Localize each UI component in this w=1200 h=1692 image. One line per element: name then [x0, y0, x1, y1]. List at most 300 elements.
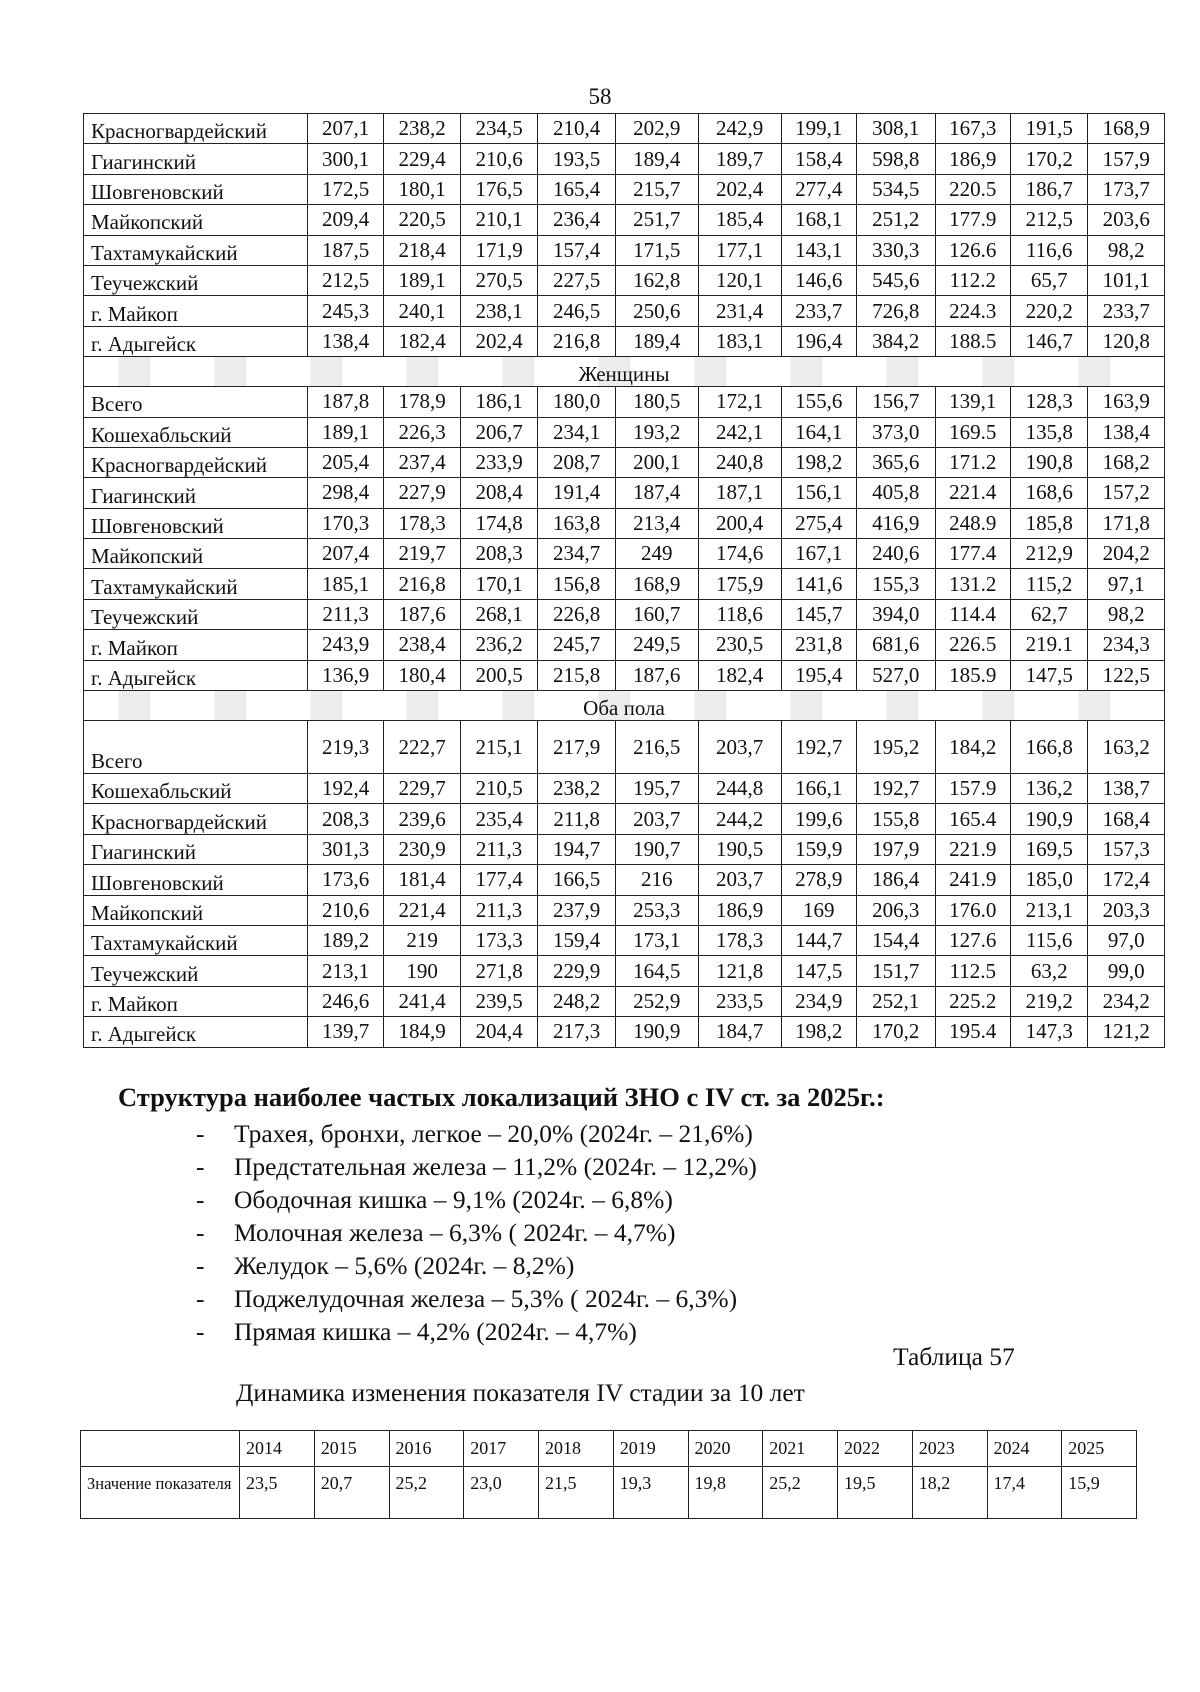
table-cell: 186,1 — [460, 387, 538, 417]
list-item-text: Поджелудочная железа – 5,3% ( 2024г. – 6,3%) — [234, 1284, 738, 1313]
table-cell: 159,9 — [781, 834, 856, 864]
table-cell: 169 — [781, 895, 856, 925]
table-cell: 195,4 — [781, 660, 856, 690]
year-header: 2018 — [539, 1431, 614, 1467]
table-cell: 177,1 — [698, 235, 781, 265]
table-row — [84, 721, 1165, 774]
table-cell: 308,1 — [856, 114, 935, 144]
table-cell: 242,9 — [698, 114, 781, 144]
table-row — [84, 804, 1165, 834]
table-cell: 193,2 — [615, 417, 698, 447]
table-cell: 189,4 — [615, 326, 698, 356]
table-cell: 138,7 — [1088, 774, 1165, 804]
list-dash: - — [196, 1284, 205, 1313]
table-row — [84, 660, 1165, 690]
table-cell: 226,3 — [384, 417, 460, 447]
list-item — [196, 1150, 757, 1183]
table-cell: 101,1 — [1088, 265, 1165, 295]
table-cell: 227,9 — [384, 478, 460, 508]
table-cell: 186,7 — [1010, 174, 1088, 204]
table-cell: 300,1 — [307, 144, 383, 174]
table-cell: 220.5 — [935, 174, 1010, 204]
table-cell: 171.2 — [935, 447, 1010, 477]
list-item-text: Прямая кишка – 4,2% (2024г. – 4,7%) — [234, 1317, 637, 1346]
table-cell: 187,6 — [615, 660, 698, 690]
table-cell: 178,3 — [384, 508, 460, 538]
table-cell: 235,4 — [460, 804, 538, 834]
table-cell: 203,7 — [698, 721, 781, 774]
table-cell: 147,5 — [1010, 660, 1088, 690]
table-cell: 238,1 — [460, 296, 538, 326]
table-cell: 180,1 — [384, 174, 460, 204]
table-cell: 170,2 — [856, 1017, 935, 1047]
table-cell: 191,4 — [538, 478, 616, 508]
table-cell: 177.9 — [935, 205, 1010, 235]
table-cell: 172,1 — [698, 387, 781, 417]
table-cell: 172,5 — [307, 174, 383, 204]
table-cell: 159,4 — [538, 925, 616, 955]
table-cell: 365,6 — [856, 447, 935, 477]
table-row — [84, 447, 1165, 477]
table-cell: 171,9 — [460, 235, 538, 265]
table-cell: 192,4 — [307, 774, 383, 804]
table-cell: 189,4 — [615, 144, 698, 174]
table-cell: 25,2 — [763, 1467, 838, 1519]
table-cell: 170,2 — [1010, 144, 1088, 174]
table-cell: 156,1 — [781, 478, 856, 508]
table-cell: 233,5 — [698, 986, 781, 1016]
page-number: 58 — [588, 84, 612, 109]
table-cell: 233,7 — [781, 296, 856, 326]
table-cell: 187,6 — [384, 599, 460, 629]
table-cell: 416,9 — [856, 508, 935, 538]
table-row — [84, 205, 1165, 235]
table-cell: 245,3 — [307, 296, 383, 326]
table-cell: 277,4 — [781, 174, 856, 204]
table-cell: 234,3 — [1088, 630, 1165, 660]
table-cell: 219,2 — [1010, 986, 1088, 1016]
table-cell: 227,5 — [538, 265, 616, 295]
table-cell: 17,4 — [987, 1467, 1062, 1519]
year-header: 2014 — [240, 1431, 315, 1467]
table-cell: 213,1 — [307, 956, 383, 986]
table-cell: 202,9 — [615, 114, 698, 144]
table-cell: 534,5 — [856, 174, 935, 204]
table-cell: 19,3 — [613, 1467, 688, 1519]
list-dash: - — [196, 1317, 205, 1346]
table-row — [84, 774, 1165, 804]
table-cell: 226.5 — [935, 630, 1010, 660]
table-cell: 176.0 — [935, 895, 1010, 925]
table-cell: 237,9 — [538, 895, 616, 925]
table-cell: 204,2 — [1088, 539, 1165, 569]
table-cell: 185,0 — [1010, 865, 1088, 895]
table-cell: 253,3 — [615, 895, 698, 925]
district-name: Теучежский — [84, 265, 308, 295]
table-cell: 208,3 — [307, 804, 383, 834]
table-cell: 115,2 — [1010, 569, 1088, 599]
table-cell: 216,8 — [538, 326, 616, 356]
table-cell: 249 — [615, 539, 698, 569]
table-cell: 238,4 — [384, 630, 460, 660]
table-cell: 63,2 — [1010, 956, 1088, 986]
table-row — [84, 144, 1165, 174]
table-cell: 173,6 — [307, 865, 383, 895]
table-cell: 168,4 — [1088, 804, 1165, 834]
table-cell: 138,4 — [307, 326, 383, 356]
table-number-label: Таблица 57 — [893, 1342, 1015, 1371]
table-cell: 167,1 — [781, 539, 856, 569]
district-name: г. Адыгейск — [84, 326, 308, 356]
table-cell: 170,3 — [307, 508, 383, 538]
table-row — [84, 925, 1165, 955]
table-cell: 275,4 — [781, 508, 856, 538]
table-cell: 99,0 — [1088, 956, 1165, 986]
table-cell: 118,6 — [698, 599, 781, 629]
year-header: 2023 — [912, 1431, 987, 1467]
table-cell: 157,2 — [1088, 478, 1165, 508]
table-cell: 177.4 — [935, 539, 1010, 569]
table-cell: 180,5 — [615, 387, 698, 417]
table-cell: 240,1 — [384, 296, 460, 326]
table-cell: 155,3 — [856, 569, 935, 599]
district-name: Гиагинский — [84, 834, 308, 864]
table-cell: 233,9 — [460, 447, 538, 477]
table-cell: 171,5 — [615, 235, 698, 265]
table-cell: 173,3 — [460, 925, 538, 955]
district-name: г. Адыгейск — [84, 660, 308, 690]
table-cell: 249,5 — [615, 630, 698, 660]
table-cell: 20,7 — [314, 1467, 389, 1519]
table-cell: 234,5 — [460, 114, 538, 144]
table-cell: 245,7 — [538, 630, 616, 660]
table-row — [84, 174, 1165, 204]
table-cell: 185.9 — [935, 660, 1010, 690]
table-cell: 170,1 — [460, 569, 538, 599]
table-cell: 384,2 — [856, 326, 935, 356]
table-cell: 210,6 — [460, 144, 538, 174]
table-cell: 271,8 — [460, 956, 538, 986]
table-cell: 219,3 — [307, 721, 383, 774]
district-name: Шовгеновский — [84, 508, 308, 538]
table-cell: 236,2 — [460, 630, 538, 660]
table-cell: 184,9 — [384, 1017, 460, 1047]
table-cell: 97,0 — [1088, 925, 1165, 955]
table-cell: 183,1 — [698, 326, 781, 356]
table-cell: 190 — [384, 956, 460, 986]
table-cell: 298,4 — [307, 478, 383, 508]
table-cell: 157,9 — [1088, 144, 1165, 174]
table-cell: 234,7 — [538, 539, 616, 569]
table-cell: 168,2 — [1088, 447, 1165, 477]
table-cell: 225.2 — [935, 986, 1010, 1016]
district-name: г. Адыгейск — [84, 1017, 308, 1047]
table-cell: 122,5 — [1088, 660, 1165, 690]
table-cell: 168,9 — [615, 569, 698, 599]
table-cell: 242,1 — [698, 417, 781, 447]
table-cell: 195,2 — [856, 721, 935, 774]
table-cell: 127.6 — [935, 925, 1010, 955]
district-name: Тахтамукайский — [84, 569, 308, 599]
table-cell: 239,6 — [384, 804, 460, 834]
table-cell: 147,5 — [781, 956, 856, 986]
table-cell: 212,9 — [1010, 539, 1088, 569]
table-cell: 190,7 — [615, 834, 698, 864]
table-cell: 187,1 — [698, 478, 781, 508]
table-cell: 234,2 — [1088, 986, 1165, 1016]
table-cell: 240,8 — [698, 447, 781, 477]
table-cell: 65,7 — [1010, 265, 1088, 295]
table-cell: 98,2 — [1088, 599, 1165, 629]
district-name: Шовгеновский — [84, 174, 308, 204]
district-name: г. Майкоп — [84, 296, 308, 326]
district-name: Тахтамукайский — [84, 925, 308, 955]
table-cell: 196,4 — [781, 326, 856, 356]
list-dash: - — [196, 1119, 205, 1148]
table-cell: 115,6 — [1010, 925, 1088, 955]
table-row — [84, 326, 1165, 356]
district-name: Красногвардейский — [84, 114, 308, 144]
table-cell: 252,9 — [615, 986, 698, 1016]
table-cell: 203,6 — [1088, 205, 1165, 235]
table-cell: 121,8 — [698, 956, 781, 986]
table-cell: 131.2 — [935, 569, 1010, 599]
table-cell: 155,6 — [781, 387, 856, 417]
table-cell: 184,2 — [935, 721, 1010, 774]
table-cell: 207,1 — [307, 114, 383, 144]
table-cell: 198,2 — [781, 447, 856, 477]
table-cell: 208,7 — [538, 447, 616, 477]
year-header: 2015 — [314, 1431, 389, 1467]
table-cell: 171,8 — [1088, 508, 1165, 538]
table-cell: 681,6 — [856, 630, 935, 660]
table-cell: 188.5 — [935, 326, 1010, 356]
table-cell: 185,4 — [698, 205, 781, 235]
district-name: Теучежский — [84, 956, 308, 986]
table-cell: 116,6 — [1010, 235, 1088, 265]
table-cell: 174,6 — [698, 539, 781, 569]
table-cell: 217,3 — [538, 1017, 616, 1047]
list-dash: - — [196, 1251, 205, 1280]
table-cell: 182,4 — [384, 326, 460, 356]
list-dash: - — [196, 1152, 205, 1181]
table-cell: 230,5 — [698, 630, 781, 660]
table-cell: 215,8 — [538, 660, 616, 690]
table-row — [84, 539, 1165, 569]
table-cell: 210,6 — [307, 895, 383, 925]
table-cell: 210,4 — [538, 114, 616, 144]
table-cell: 186,4 — [856, 865, 935, 895]
table-cell: 158,4 — [781, 144, 856, 174]
table-cell: 139,1 — [935, 387, 1010, 417]
list-dash: - — [196, 1185, 205, 1214]
year-header: 2020 — [688, 1431, 763, 1467]
district-name: Всего — [84, 721, 308, 774]
district-name: г. Майкоп — [84, 630, 308, 660]
district-name: Майкопский — [84, 205, 308, 235]
table-cell: 21,5 — [539, 1467, 614, 1519]
table-cell: 203,7 — [698, 865, 781, 895]
table-cell: 244,2 — [698, 804, 781, 834]
table-cell: 238,2 — [538, 774, 616, 804]
table-cell: 139,7 — [307, 1017, 383, 1047]
table-cell: 237,4 — [384, 447, 460, 477]
table-cell: 211,3 — [460, 895, 538, 925]
table-row — [84, 296, 1165, 326]
list-item — [196, 1249, 757, 1282]
table-cell: 246,6 — [307, 986, 383, 1016]
table-cell: 246,5 — [538, 296, 616, 326]
table-cell: 394,0 — [856, 599, 935, 629]
table-cell: 195.4 — [935, 1017, 1010, 1047]
table-cell: 112.2 — [935, 265, 1010, 295]
table-cell: 120,1 — [698, 265, 781, 295]
table-cell: 156,8 — [538, 569, 616, 599]
table-cell: 220,5 — [384, 205, 460, 235]
table-cell: 173,1 — [615, 925, 698, 955]
list-item-text: Предстательная железа – 11,2% (2024г. – 12,2%) — [234, 1152, 757, 1181]
row-label: Значение показателя — [81, 1467, 240, 1519]
table-cell: 199,6 — [781, 804, 856, 834]
section-header-women: Женщины — [84, 357, 1165, 387]
table-row — [84, 569, 1165, 599]
table-cell: 208,3 — [460, 539, 538, 569]
table-cell: 251,2 — [856, 205, 935, 235]
table-cell: 233,7 — [1088, 296, 1165, 326]
table-cell: 239,5 — [460, 986, 538, 1016]
table-row — [84, 834, 1165, 864]
section-header-both: Оба пола — [84, 691, 1165, 721]
district-name: Шовгеновский — [84, 865, 308, 895]
table-cell: 169.5 — [935, 417, 1010, 447]
table-cell: 164,1 — [781, 417, 856, 447]
table-cell: 211,3 — [307, 599, 383, 629]
table-cell: 138,4 — [1088, 417, 1165, 447]
list-dash: - — [196, 1218, 205, 1247]
empty-header-cell — [81, 1431, 240, 1467]
table-cell: 190,9 — [1010, 804, 1088, 834]
district-name: г. Майкоп — [84, 986, 308, 1016]
table-cell: 173,7 — [1088, 174, 1165, 204]
table-cell: 195,7 — [615, 774, 698, 804]
table-cell: 146,6 — [781, 265, 856, 295]
table-cell: 215,1 — [460, 721, 538, 774]
table-cell: 598,8 — [856, 144, 935, 174]
table-cell: 114.4 — [935, 599, 1010, 629]
district-name: Кошехабльский — [84, 774, 308, 804]
table-cell: 278,9 — [781, 865, 856, 895]
district-name: Майкопский — [84, 895, 308, 925]
table-cell: 181,4 — [384, 865, 460, 895]
table-row — [81, 1467, 1137, 1519]
year-header: 2021 — [763, 1431, 838, 1467]
table-cell: 166,5 — [538, 865, 616, 895]
list-item — [196, 1183, 757, 1216]
table-header-row — [81, 1431, 1137, 1467]
table-cell: 151,7 — [856, 956, 935, 986]
table-cell: 180,4 — [384, 660, 460, 690]
district-name: Гиагинский — [84, 478, 308, 508]
table-cell: 167,3 — [935, 114, 1010, 144]
table-cell: 194,7 — [538, 834, 616, 864]
table-cell: 217,9 — [538, 721, 616, 774]
table-cell: 219 — [384, 925, 460, 955]
table-cell: 163,2 — [1088, 721, 1165, 774]
list-item — [196, 1216, 757, 1249]
table-cell: 177,4 — [460, 865, 538, 895]
table-cell: 231,8 — [781, 630, 856, 660]
table-cell: 162,8 — [615, 265, 698, 295]
table-cell: 210,1 — [460, 205, 538, 235]
table-cell: 62,7 — [1010, 599, 1088, 629]
table-cell: 199,1 — [781, 114, 856, 144]
table-cell: 222,7 — [384, 721, 460, 774]
year-header: 2017 — [464, 1431, 539, 1467]
table-cell: 212,5 — [307, 265, 383, 295]
table-cell: 270,5 — [460, 265, 538, 295]
table-cell: 163,8 — [538, 508, 616, 538]
table-cell: 234,9 — [781, 986, 856, 1016]
table-cell: 197,9 — [856, 834, 935, 864]
table-cell: 145,7 — [781, 599, 856, 629]
year-header: 2019 — [613, 1431, 688, 1467]
table-cell: 126.6 — [935, 235, 1010, 265]
list-item — [196, 1282, 757, 1315]
table-cell: 213,1 — [1010, 895, 1088, 925]
table-cell: 726,8 — [856, 296, 935, 326]
table-cell: 157,4 — [538, 235, 616, 265]
table-cell: 18,2 — [912, 1467, 987, 1519]
table-cell: 252,1 — [856, 986, 935, 1016]
table-cell: 250,6 — [615, 296, 698, 326]
table-cell: 176,5 — [460, 174, 538, 204]
table-cell: 19,5 — [838, 1467, 913, 1519]
table-cell: 213,4 — [615, 508, 698, 538]
table-row — [84, 865, 1165, 895]
table-cell: 164,5 — [615, 956, 698, 986]
table-cell: 211,8 — [538, 804, 616, 834]
table-cell: 203,7 — [615, 804, 698, 834]
table-cell: 155,8 — [856, 804, 935, 834]
table-cell: 202,4 — [460, 326, 538, 356]
table-cell: 174,8 — [460, 508, 538, 538]
table-cell: 136,2 — [1010, 774, 1088, 804]
table-row — [84, 986, 1165, 1016]
table-cell: 226,8 — [538, 599, 616, 629]
table-row — [84, 114, 1165, 144]
table-cell: 405,8 — [856, 478, 935, 508]
table-cell: 301,3 — [307, 834, 383, 864]
table-cell: 147,3 — [1010, 1017, 1088, 1047]
table-cell: 208,4 — [460, 478, 538, 508]
table-cell: 268,1 — [460, 599, 538, 629]
table-cell: 165.4 — [935, 804, 1010, 834]
table-cell: 168,9 — [1088, 114, 1165, 144]
table-cell: 229,9 — [538, 956, 616, 986]
table-cell: 120,8 — [1088, 326, 1165, 356]
table-cell: 211,3 — [460, 834, 538, 864]
structure-title: Структура наиболее частых локализаций ЗНО с IV ст. за 2025г.: — [118, 1082, 885, 1112]
table-cell: 200,1 — [615, 447, 698, 477]
table-cell: 187,8 — [307, 387, 383, 417]
table-cell: 189,2 — [307, 925, 383, 955]
table-cell: 166,1 — [781, 774, 856, 804]
table-row — [84, 630, 1165, 660]
table-row — [84, 265, 1165, 295]
structure-list — [196, 1117, 757, 1348]
table-row — [84, 1017, 1165, 1047]
table-cell: 144,7 — [781, 925, 856, 955]
